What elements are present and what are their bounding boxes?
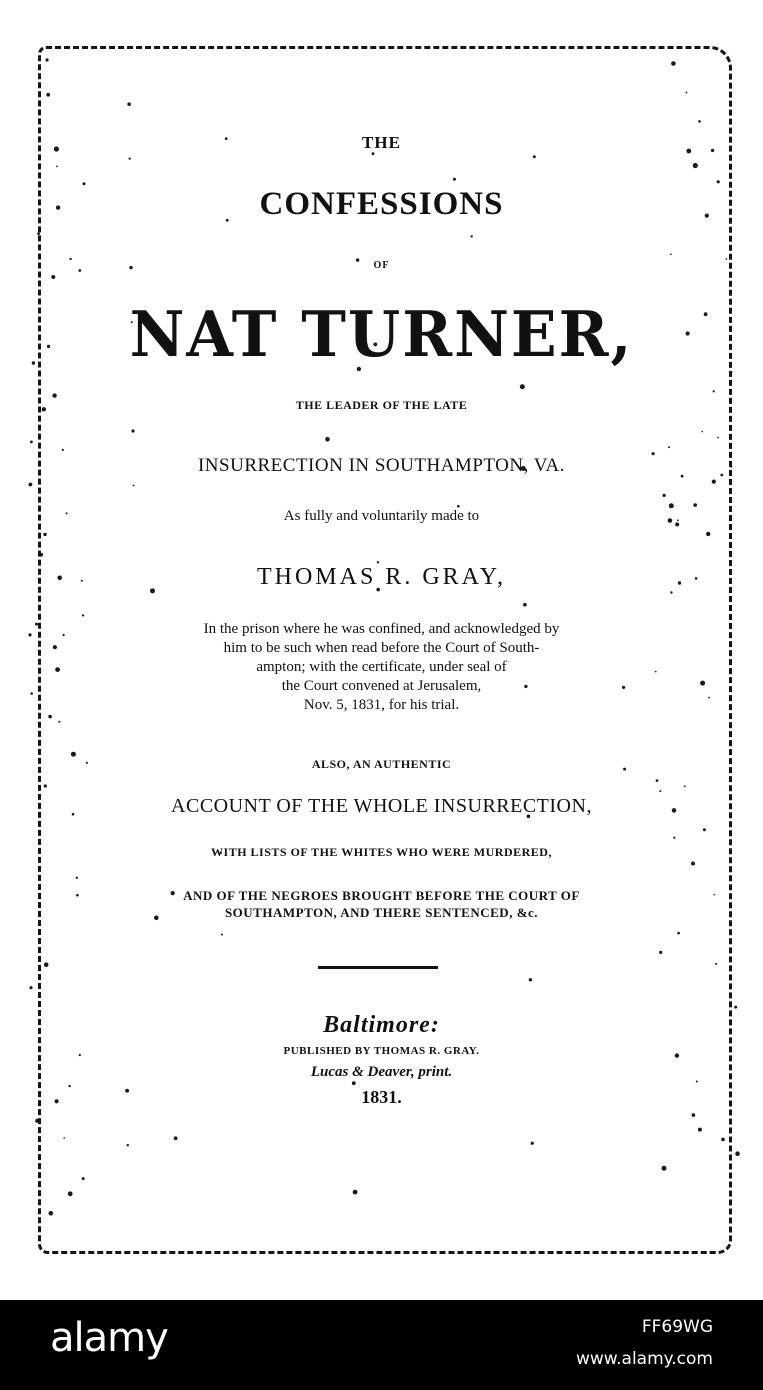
negroes-line: SOUTHAMPTON, AND THERE SENTENCED, &c. [224, 905, 539, 920]
account-line: ACCOUNT OF THE WHOLE INSURRECTION, [171, 795, 592, 817]
prison-line: him to be such when read before the Court of South- [223, 640, 540, 656]
insurrection-line: INSURRECTION IN SOUTHAMPTON, VA. [197, 455, 565, 476]
prison-line: Nov. 5, 1831, for his trial. [303, 697, 460, 713]
printer-line: Lucas & Deaver, print. [310, 1064, 453, 1080]
divider-rule [318, 966, 438, 969]
stock-url: www.alamy.com [575, 1349, 713, 1369]
title-the: THE [362, 133, 401, 152]
prison-line: In the prison where he was confined, and acknowledged by [203, 621, 560, 637]
scan-speck [734, 1006, 737, 1009]
title-of: OF [373, 260, 390, 271]
prison-line: the Court convened at Jerusalem, [281, 678, 482, 694]
scan-speck [735, 1151, 740, 1156]
scan-speck [29, 986, 32, 989]
negroes-line: AND OF THE NEGROES BROUGHT BEFORE THE COURT OF [183, 888, 580, 903]
prison-line: ampton; with the certificate, under seal of [256, 659, 507, 675]
alamy-logo: alamy [50, 1315, 168, 1361]
year-line: 1831. [361, 1087, 402, 1107]
stock-id: FF69WG [641, 1317, 713, 1337]
also-line: ALSO, AN AUTHENTIC [311, 757, 452, 771]
place-line: Baltimore: [323, 1012, 440, 1038]
fully-made-line: As fully and voluntarily made to [283, 508, 480, 524]
leader-line: THE LEADER OF THE LATE [295, 398, 468, 412]
scan-speck [30, 441, 33, 444]
publisher-line: PUBLISHED BY THOMAS R. GRAY. [283, 1045, 480, 1057]
prison-paragraph [0, 620, 763, 715]
scan-speck [29, 483, 33, 487]
negroes-paragraph [0, 887, 763, 921]
recipient-name: THOMAS R. GRAY, [256, 564, 507, 590]
title-name: NAT TURNER, [129, 298, 634, 372]
watermark-bar [0, 1300, 763, 1390]
title-confessions: CONFESSIONS [259, 186, 504, 222]
lists-line: WITH LISTS OF THE WHITES WHO WERE MURDERED, [211, 845, 552, 859]
